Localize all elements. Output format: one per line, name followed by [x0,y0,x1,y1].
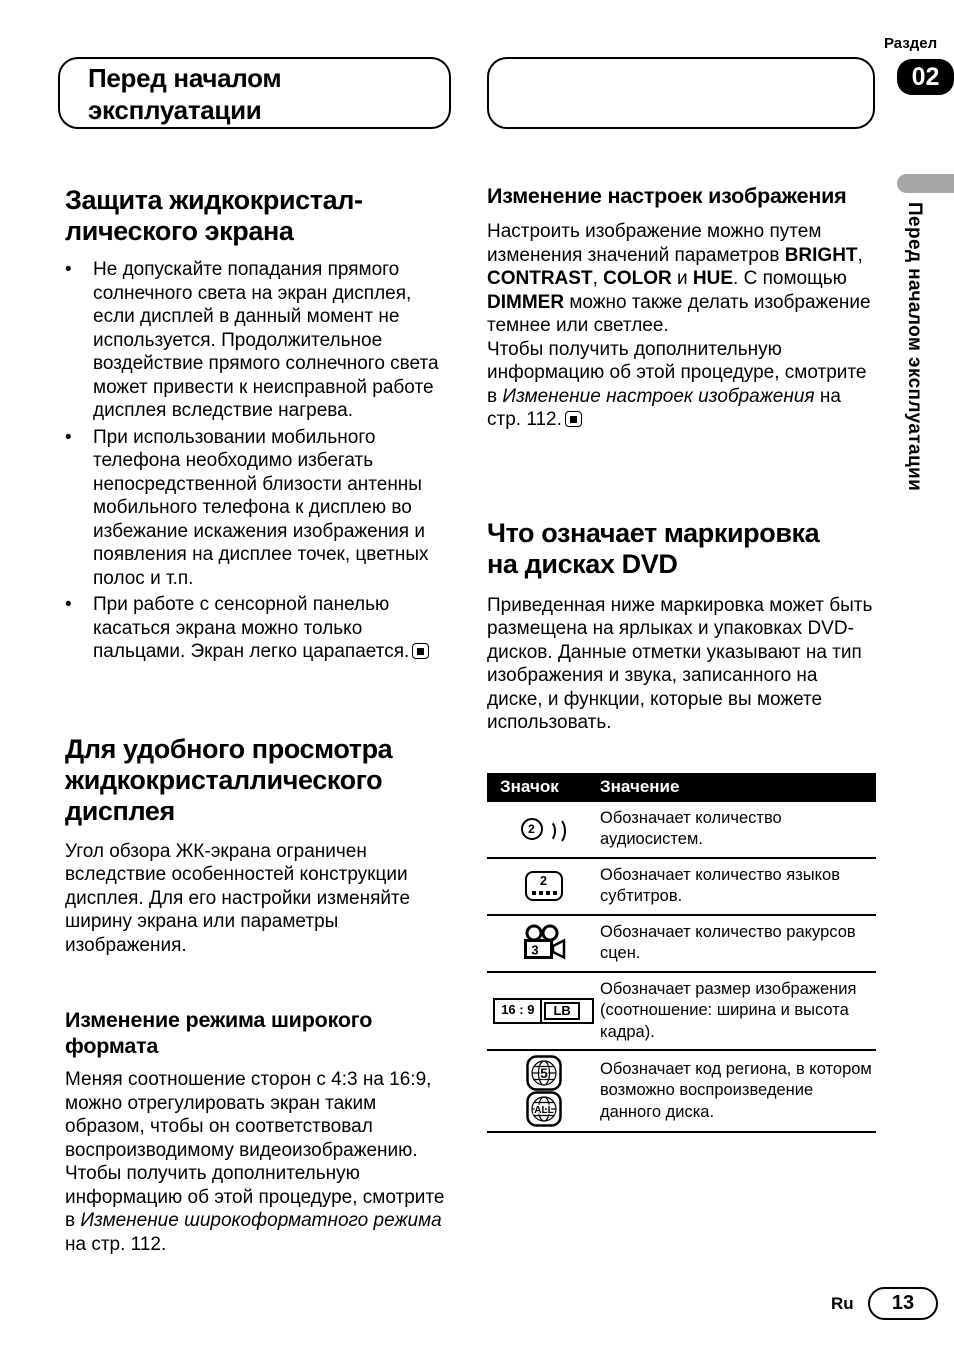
bullet-icon [65,426,93,591]
svg-text:3: 3 [530,942,539,958]
column-header-meaning: Значение [600,777,680,796]
chapter-title-line2: эксплуатации [88,95,262,125]
section-heading-comfortable-viewing: Для удобного просмотра жидкокристаллического дисплея [65,733,393,826]
subheading-picture-settings: Изменение настроек изображения [487,184,847,208]
sidebar-vertical-label: Перед началом эксплуатации [904,202,925,492]
subheading-wide-mode: Изменение режима широкого формата [65,1008,373,1058]
list-item: • Не допускайте попадания прямого солнечного света на экран дисплея, если дисплей в данный момент не используется. Продолжительное воздействие прямого солнечного света может привести к неисправной работе дисплея вследствие нагрева. [65,258,451,423]
table-header-row [487,773,876,802]
table-row [487,1051,876,1133]
scene-angles-icon [521,924,567,962]
dvd-marks-table [487,773,876,1134]
region-code-icon [526,1055,562,1127]
section-heading-lcd-protection: Защита жидкокристал- лического экрана [65,185,363,246]
table-row [487,973,876,1052]
list-item: • При работе с сенсорной панелью касаться экрана можно только пальцами. Экран легко царапается. [65,593,451,664]
region-all-globe-icon [526,1091,562,1127]
table-row [487,916,876,973]
end-of-section-icon [565,411,582,427]
subtitle-languages-icon: 2 [525,871,563,901]
chapter-title-box [58,57,451,129]
table-cell-meaning: Обозначает код региона, в котором возможно воспроизведение данного диска. [600,1059,872,1121]
bullet-icon [65,258,93,423]
table-cell-meaning: Обозначает количество аудиосистем. [600,808,782,848]
left-column [65,185,451,1256]
audio-systems-icon: 2 [521,816,567,842]
paragraph-picture-settings-1: Настроить изображение можно путем изменения значений параметров BRIGHT, CONTRAST, COLOR и HUE. С помощью DIMMER можно также делать изображение темнее или светлее. [487,221,871,336]
paragraph-picture-settings-2: Чтобы получить дополнительную информацию об этой процедуре, смотрите в Изменение настроек изображения на стр. 112. [487,338,867,430]
footer-language-label: Ru [831,1294,854,1313]
table-cell-meaning: Обозначает количество языков субтитров. [600,865,840,905]
aspect-ratio-icon: 16 : 9 LB [493,998,594,1024]
section-heading-dvd-marks: Что означает маркировка на дисках DVD [487,517,820,579]
paragraph-viewing-angle: Угол обзора ЖК-экрана ограничен вследствие особенностей конструкции дисплея. Для его настройки изменяйте ширину экрана или параметры изображения. [65,840,411,956]
paragraph-wide-mode-1: Меняя соотношение сторон с 4:3 на 16:9, можно отрегулировать экран таким образом, чтобы он соответствовал воспроизводимому видеоизображению. [65,1069,432,1161]
list-item: • При использовании мобильного телефона необходимо избегать непосредственной близости антенны мобильного телефона к дисплею во избежание искажения изображения и появления на дисплее точек, цветных полос и т.п. [65,426,451,591]
paragraph-wide-mode-2: Чтобы получить дополнительную информацию об этой процедуре, смотрите в Изменение широкоформатного режима на стр. 112. [65,1163,445,1255]
bullet-list [65,258,451,664]
table-row [487,802,876,859]
section-label: Раздел [884,35,938,52]
region-5-globe-icon [526,1055,562,1091]
page-number-badge: 13 [868,1287,938,1320]
table-cell-meaning: Обозначает размер изображения (соотношение: ширина и высота кадра). [600,979,857,1041]
column-header-icon: Значок [500,777,559,796]
table-cell-meaning: Обозначает количество ракурсов сцен. [600,922,856,962]
table-row [487,859,876,916]
end-of-section-icon [412,643,429,659]
right-column [487,183,876,1133]
section-number-badge: 02 [897,59,954,95]
paragraph-dvd-marks: Приведенная ниже маркировка может быть размещена на ярлыках и упаковках DVD-дисков. Данные отметки указывают на тип изображения и звука, записанного на диске, и функции, которые вы можете использовать. [487,594,873,733]
bullet-icon [65,593,93,664]
header-empty-box [487,57,875,129]
svg-text:ALL: ALL [533,1105,554,1116]
sidebar-tab-marker [897,174,954,193]
chapter-title-line1: Перед началом [88,63,282,93]
svg-text:5: 5 [539,1066,548,1081]
